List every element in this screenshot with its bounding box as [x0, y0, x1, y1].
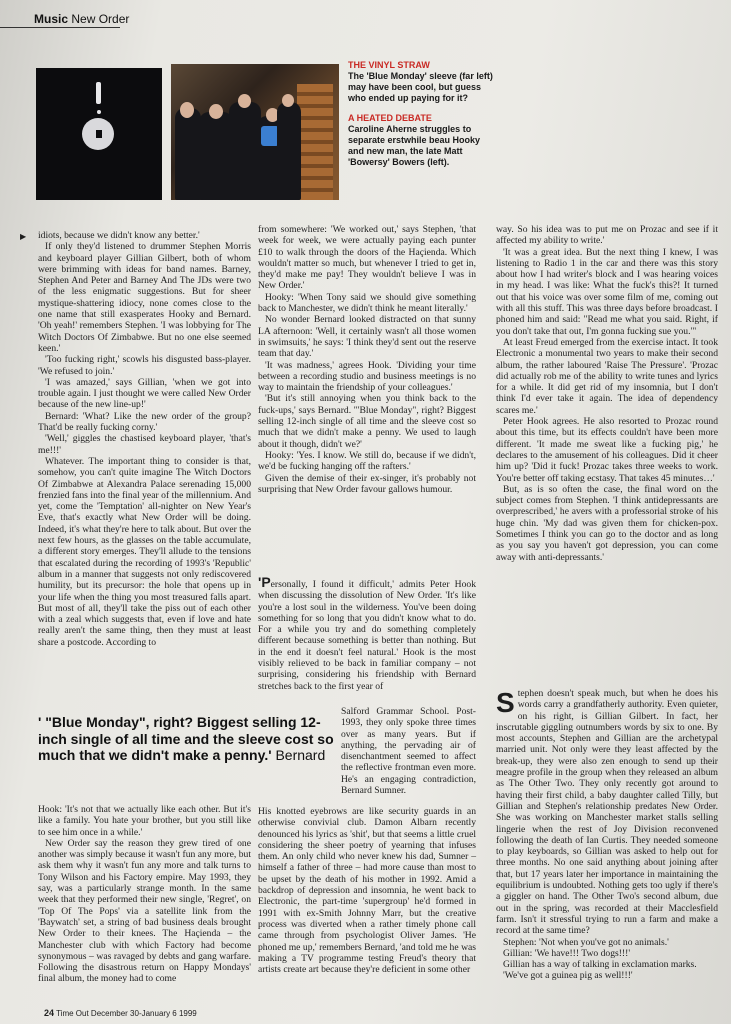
blue-monday-sleeve-image [36, 68, 162, 200]
article-column-3 [496, 224, 718, 563]
paragraph: Hook: 'It's not that we actually like each other. But it's like a family. You hate your brother, but you still like to see him once in a while.' [38, 804, 251, 838]
pull-quote [38, 714, 338, 764]
drop-quote: 'P [258, 574, 271, 590]
paragraph: way. So his idea was to put me on Prozac and see if it affected my ability to write.' [496, 224, 718, 247]
paragraph: Gillian has a way of talking in exclamation marks. [503, 959, 697, 971]
staircase-shape [297, 84, 333, 200]
page-footer [44, 1008, 197, 1018]
paragraph: But, as is so often the case, the final word on the subject comes from Stephen. 'I think antidepressants are overprescribed,' he avers with a professorial stroke of his huge chin. 'My dad was given them for chicken-pox. Sometimes I think you can go to the doctor and as long as you say you haven't got depression, you can come away with anti-depressants.' [496, 483, 718, 563]
article-column-2-lower [258, 806, 476, 975]
paragraph: 'It was a great idea. But the next thing I knew, I was listening to Radio 1 in the car and there was this story about how I had writer's block and I was hearing voices in my head. I was like: What the fuck's this?! It turned out that his voice was over some film of me, coming out with all this stuff. This was three days before broadcast. I phoned him and said: "Read me what you said. Right, if you don't take that out, I'm gonna fucking sue you."' [496, 246, 718, 337]
page-number: 24 [44, 1008, 55, 1018]
paragraph: idiots, because we didn't know any better.' [38, 230, 200, 241]
subsection-name: New Order [71, 12, 130, 26]
caption-text: Caroline Aherne struggles to separate erstwhile beau Hooky and new man, the late Matt 'Bowersy' Bowers (left). [348, 124, 481, 167]
article-column-3-lower [496, 688, 718, 982]
article-column-1 [38, 230, 251, 648]
paragraph: Hooky: 'When Tony said we should give something back to Manchester, we didn't think he meant literally.' [258, 291, 476, 315]
paragraph-text: tephen doesn't speak much, but when he does his words carry a grandfatherly authority. Even quieter, on his right, is Gillian Gilbert. In fact, her inscrutable giggling outnumbers words by six to one. By most accounts, Stephen and Gillian are the archetypal married unit. Not only were they least affected by the break-up, they were also zen enough to send up their meagre profile in the group when they released an album as The Other Two. They only recently got around to having their first child, a baby daughter called Tilly, but Gillian and Stephen's relationship predates New Order. She was working on Manchester market stalls selling lingerie when the rest of Joy Division reconvened following the death of Ian Curtis. They needed someone to play keyboards, so Gillian was asked to help out for three months. No one said anything about joining after that, but 17 years later her importance in maintaining the equilibrium is undoubted. Nothing gets too ugly if there's a giggler on hand. The Other Two's second album, due out in the spring, was recorded at their Macclesfield farm. Isn't it stressful trying to run a farm and make a record at the same time? [496, 688, 718, 937]
person-face [209, 104, 223, 119]
sleeve-notch-shape [96, 130, 102, 138]
paragraph: 'I was amazed,' says Gillian, 'when we got into trouble again. I just thought we were called New Order because of the new line-up!' [38, 376, 251, 411]
paragraph: from somewhere: 'We worked out,' says Stephen, 'that week for week, we were actually paying each punter £10 to walk through the doors of the Haçienda. Which wouldn't matter so much, but whenever I tried to get in, they'd make me pay! They wouldn't believe I was in New Order.' [258, 224, 476, 292]
person-face [238, 94, 251, 108]
caption-heading: THE VINYL STRAW [348, 60, 430, 70]
person-figure [199, 112, 233, 200]
paragraph: 'Well,' giggles the chastised keyboard player, 'that's me!!!' [38, 433, 251, 456]
sleeve-dot-shape [97, 110, 101, 114]
paragraph: 'But it's still annoying when you think back to the fuck-ups,' says Bernard. '"Blue Monday", right? Biggest selling 12-inch single of all time and the sleeve cost so much that we didn't make a penny. We used to laugh about it though, didn't we?' [258, 393, 476, 450]
paragraph: Hooky: 'Yes. I know. We still do, because if we didn't, we'd be fucking hanging off the rafters.' [258, 449, 476, 473]
person-figure [175, 108, 201, 200]
paragraph: Salford Grammar School. Post-1993, they only spoke three times over as many years. But if anything, the pervading air of disenchantment seemed to affect the reflective frontman even more. He's an engaging contradiction, Bernard Sumner. [341, 706, 476, 797]
paragraph: At least Freud emerged from the exercise intact. It took Electronic a monumental two years to make their second album, the rather laboured 'Raise The Pressure'. 'Prozac did actually rob me of the ability to write tunes and lyrics for a while. It did get rid of my insomnia, but I don't think I'd ever take it again. The idea of dependency scares me.' [496, 336, 718, 416]
paragraph [258, 574, 476, 692]
paragraph: Gillian: 'We have!!! Two dogs!!!' [503, 947, 631, 959]
person-face [180, 102, 194, 118]
paragraph: Given the demise of their ex-singer, it's probably not surprising that New Order favour gallows humour. [258, 472, 476, 495]
article-column-2-narrow [341, 706, 476, 796]
pull-quote-text: ' "Blue Monday", right? Biggest selling 12-inch single of all time and the sleeve cost so much that we didn't make a penny.' [38, 714, 334, 763]
header-rule [0, 27, 120, 28]
person-face [282, 94, 294, 107]
paragraph-text: ersonally, I found it difficult,' admits Peter Hook when discussing the dissolution of New Order. 'It's like you're a lost soul in the wilderness. You've been doing something for so long that you didn't know what to do. For a while you try and do something completely different because something is better than nothing. But in the end it doesn't feel natural.' Hook is the most visibly relieved to be back in familiar company – not surprising, considering his friendship with Bernard stretches back to the first year of [258, 579, 476, 692]
paragraph [496, 688, 718, 937]
paragraph: Stephen: 'Not when you've got no animals.' [503, 936, 669, 948]
sleeve-bar-shape [96, 82, 101, 104]
caption-heading: A HEATED DEBATE [348, 113, 432, 123]
article-column-2 [258, 224, 476, 495]
paragraph: If only they'd listened to drummer Stephen Morris and keyboard player Gillian Gilbert, both of whom were brimming with ideas for band names. Barney, Stephen And Peter and Barney And The JDs were two of the less enigmatic suggestions. But for sheer mystique-shattering idiocy, none comes close to the one name that still exasperates Hooky and Bernard. 'Oh yeah!' remembers Stephen. 'I was lobbying for The Witch Doctors Of Zimbabwe. But no one else seemed keen.' [38, 241, 251, 354]
paragraph: 'It was madness,' agrees Hook. 'Dividing your time between a recording studio and business meetings is no way to maintain the friendship of your colleagues.' [258, 359, 476, 394]
continued-arrow-icon: ▶ [20, 232, 27, 241]
paragraph: Peter Hook agrees. He also resorted to Prozac round about this time, but its effects couldn't have been more different. 'It made me sweat like a fucking pig,' he declares to the amusement of his colleagues. Did it cheer him up? 'Did it fuck! Prozac takes three weeks to work. You're better off taking ecstasy. That takes 45 minutes…' [496, 416, 718, 484]
paragraph: Bernard: 'What? Like the new order of the group? That'd be really fucking corny.' [38, 410, 251, 434]
footer-text: Time Out December 30-January 6 1999 [56, 1009, 197, 1018]
article-column-1-lower [38, 804, 251, 985]
section-name: Music [34, 12, 69, 26]
band-photo-image [171, 64, 339, 200]
section-header [34, 12, 129, 26]
person-figure [277, 102, 301, 200]
paragraph: 'Too fucking right,' scowls his disgusted bass-player. 'We refused to join.' [38, 354, 251, 377]
paragraph: New Order say the reason they grew tired of one another was simply because it wasn't fun any more, but ask them why it wasn't fun any more and talk turns to Tony Wilson and his Factory empire. May 1993, they say, was a particularly strange month. In the same week that they performed their new single, 'Regret', on 'Top Of The Pops' via a satellite link from the 'Baywatch' set, a string of bad business deals brought New Order to their knees. The Haçienda – the Manchester club with which Factory had become synonymous – was ravaged by debts and gang warfare. Following the disastrous return on Happy Mondays' final album, the money had to come [38, 837, 251, 985]
drop-cap: S [496, 687, 515, 718]
paragraph: No wonder Bernard looked distracted on that sunny LA afternoon: 'Well, it certainly wasn't all those women in swimsuits,' he says: 'I think they'd sent out the reserve team that day.' [258, 314, 476, 360]
caption-text: The 'Blue Monday' sleeve (far left) may have been cool, but guess who ended up paying for it? [348, 71, 493, 103]
paragraph: His knotted eyebrows are like security guards in an otherwise convivial club. Damon Albarn recently denounced his lyrics as 'shit', but that seems a little cruel considering the sheer poetry of yearning that infuses them. An only child who never knew his dad, Sumner – himself a father of three – had more cause than most to be upset by the death of his mother in 1992. Amid a backdrop of depression and insomnia, he went back to Electronic, the part-time 'supergroup' he'd formed in 1991 with ex-Smith Johnny Marr, but the creative process was diverted when a rather timely phone call came through from psychologist Oliver James. 'He phoned me up,' remembers Bernard, 'and told me he was making a TV programme testing Freud's theory that artists create art because they're deficient in some other [258, 806, 476, 976]
photo-captions [348, 60, 498, 168]
paragraph: 'We've got a guinea pig as well!!!' [503, 970, 633, 982]
paragraph: Whatever. The important thing to consider is that, somehow, you can't quite imagine The Witch Doctors Of Zimbabwe at Alexandra Palace serenading 15,000 frenzied fans into the final year of the millennium. And yet, come the 'Temptation' all-nighter on New Year's Eve, that's exactly what New Order will be doing. Indeed, it's what they're here to talk about. But over the next few hours, as the glasses on the table accumulate, a different story emerges. They'll allude to the tensions that escalated during the recording of 1993's 'Republic' album in a manner that suggests not only rediscovered humility, but its precursor: the hole that opens up in your life when the thing you most treasured falls apart. But most of all, they'll take the piss out of each other with a zeal which suggests that, even if love and hate really aren't the same thing, then they must at least share a postcode. According to [38, 455, 251, 648]
article-column-2-quote-section [258, 574, 476, 692]
pull-quote-attribution: Bernard [275, 747, 326, 763]
